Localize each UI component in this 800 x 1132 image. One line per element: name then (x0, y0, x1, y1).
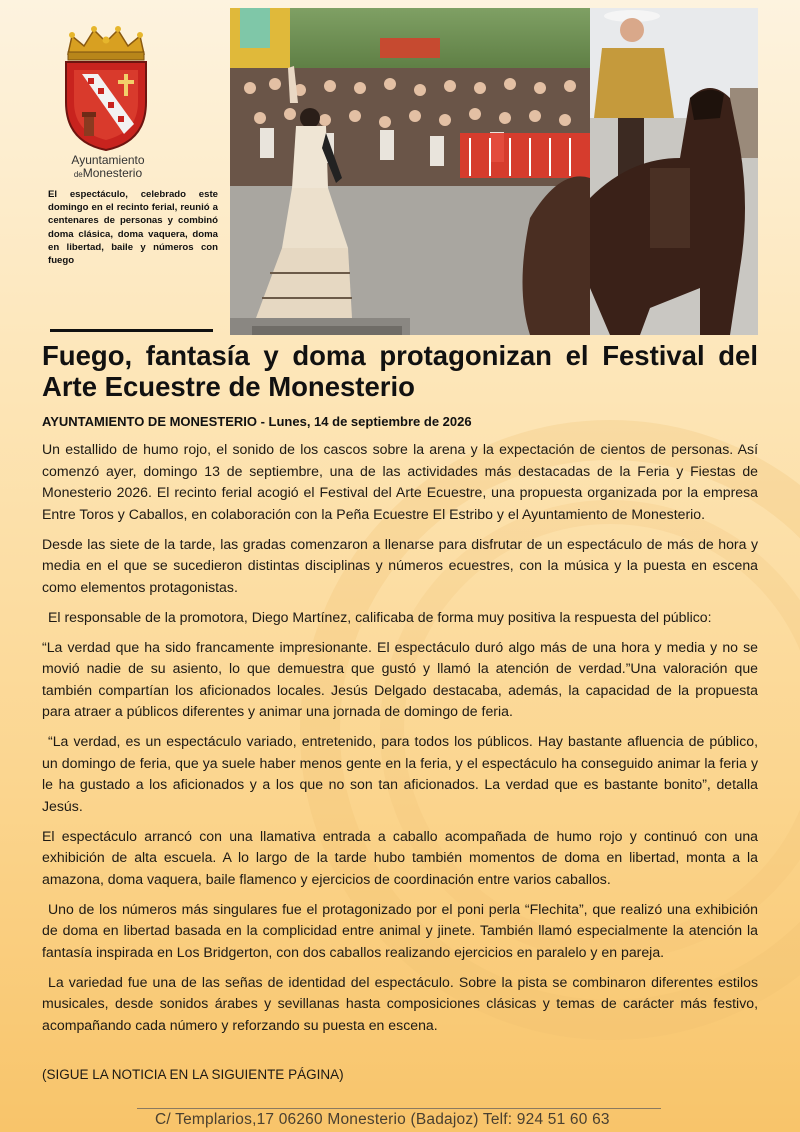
article-headline: Fuego, fantasía y doma protagonizan el Festival del Arte Ecuestre de Monesterio (42, 340, 758, 402)
logo-title-de: de (73, 170, 83, 179)
article-paragraph: Un estallido de humo rojo, el sonido de los cascos sobre la arena y la expectación de cientos de personas. Así comenzó ayer, domingo 13 de septiembre, una de las actividades más destacadas de la Feria y Fiestas de Monesterio 2026. El recinto ferial acogió el Festival del Arte Ecuestre, una propuesta organizada por la empresa Entre Toros y Caballos, en colaboración con la Peña Ecuestre El Estribo y el Ayuntamiento de Monesterio. (42, 441, 758, 522)
caption-divider (50, 329, 213, 332)
footer-divider (137, 1108, 661, 1109)
article-paragraph: El espectáculo arrancó con una llamativa entrada a caballo acompañada de humo rojo y continuó con una exhibición de alta escuela. A lo largo de la tarde hubo también momentos de doma en libertad, monta a la amazona, doma vaquera, baile flamenco y ejercicios de coordinación entre varios caballos. (42, 827, 758, 887)
article-paragraph: Uno de los números más singulares fue el protagonizado por el poni perla “Flechita”, que realizó una exhibición de doma en libertad basada en la complicidad entre animal y jinete. También llamó especialmente la atención la fantasía inspirada en Los Bridgerton, con dos caballos realizando ejercicios en paralelo y en pareja. (42, 900, 758, 960)
article-body (42, 439, 758, 1045)
article-paragraph: El responsable de la promotora, Diego Martínez, calificaba de forma muy positiva la respuesta del público: (48, 608, 712, 625)
continue-note: (SIGUE LA NOTICIA EN LA SIGUIENTE PÁGINA) (42, 1067, 344, 1082)
photo-caption: El espectáculo, celebrado este domingo en el recinto ferial, reunió a centenares de personas y combinó doma clásica, doma vaquera, doma en libertad, baile y números con fuego (48, 189, 218, 267)
photo-horse-rider (590, 8, 758, 335)
article-paragraph: “La verdad, es un espectáculo variado, entretenido, para todos los públicos. Hay bastante afluencia de público, un domingo de feria, que ya suele haber menos gente en la feria, y el espectáculo ha conseguido animar la feria y le ha gustado a los aficionados y a los que no son tan aficionados. La verdad que es bastante bonito”, detalla Jesús. (42, 733, 758, 814)
article-byline: AYUNTAMIENTO DE MONESTERIO - Lunes, 14 de septiembre de 2026 (42, 414, 472, 429)
footer-contact: C/ Templarios,17 06260 Monesterio (Badajoz) Telf: 924 51 60 63 (155, 1111, 610, 1128)
article-paragraph: La variedad fue una de las señas de identidad del espectáculo. Sobre la pista se combinaron diferentes estilos musicales, desde sonidos árabes y sevillanas hasta composiciones clásicas y temas de carácter más festivo, acompañando cada número y reforzando su puesta en escena. (42, 973, 758, 1033)
article-paragraph: Desde las siete de la tarde, las gradas comenzaron a llenarse para disfrutar de un espectáculo de más de hora y media en el que se sucedieron distintas disciplinas y números ecuestres, con la música y la puesta en escena como elementos protagonistas. (42, 535, 758, 595)
logo-title-line1: Ayuntamiento (71, 153, 145, 167)
article-paragraph: “La verdad que ha sido francamente impresionante. El espectáculo duró algo más de una hora y media y no se movió nadie de su asiento, lo que demuestra que gustó y llamó la atención de verdad.”Una valoración que también compartían los aficionados locales. Jesús Delgado destacaba, además, la capacidad de la propuesta para atraer a públicos diferentes y animar una jornada de domingo de feria. (42, 638, 758, 719)
municipality-name (48, 154, 168, 181)
logo-title-line2 (48, 167, 168, 181)
photo-flamenco-dancer (230, 8, 590, 335)
logo-title-town: Monesterio (82, 166, 143, 180)
